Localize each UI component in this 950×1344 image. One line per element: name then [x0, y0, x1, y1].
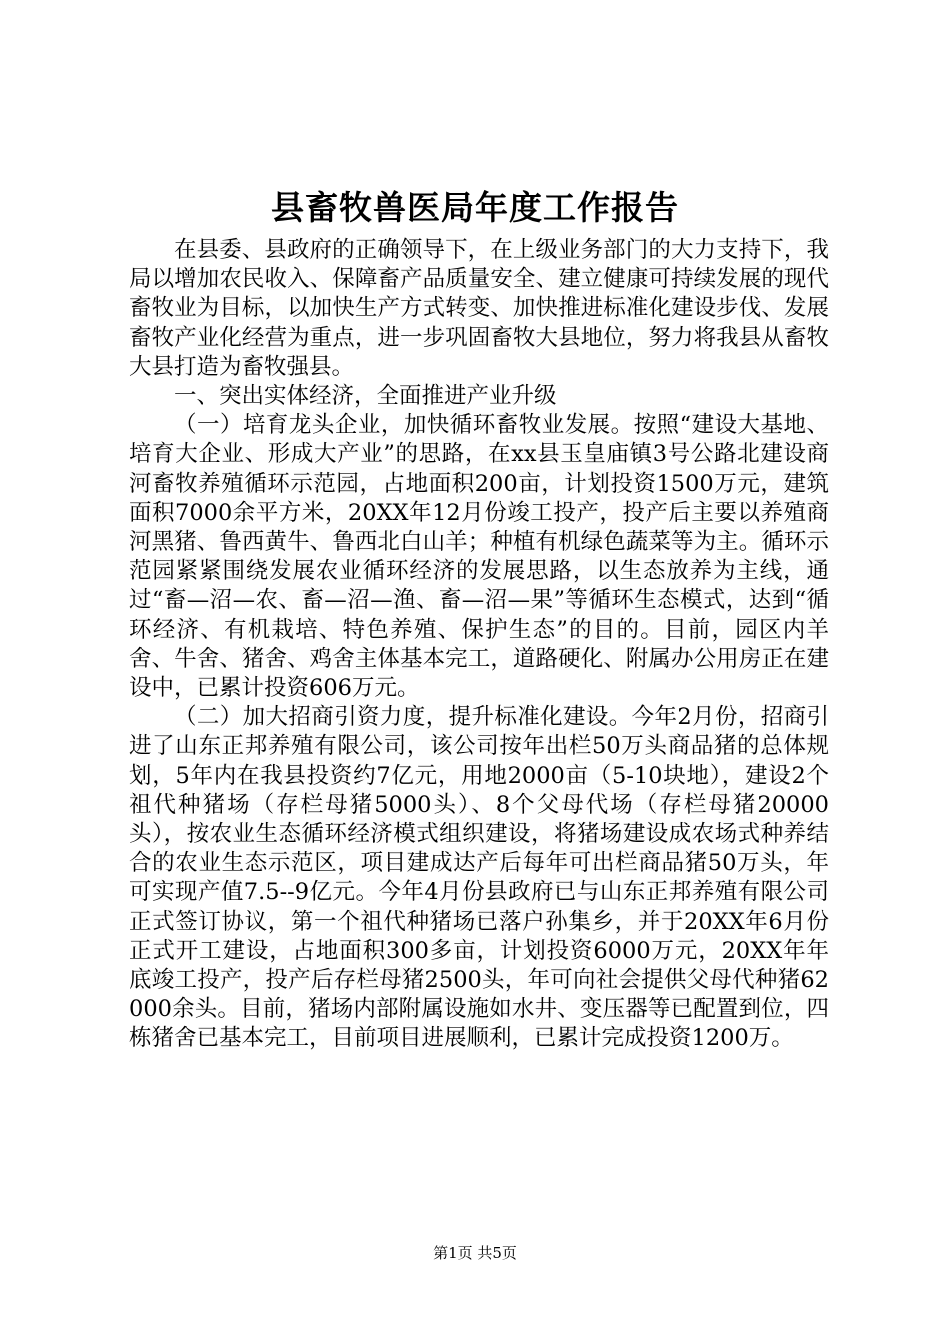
paragraph-1: （一）培育龙头企业，加快循环畜牧业发展。按照“建设大基地、培育大企业、形成大产业”的思路，在xx县玉皇庙镇3号公路北建设商河畜牧养殖循环示范园，占地面积200亩，计划投资1500万元，建筑面积7000余平方米，20XX年12月份竣工投产，投产后主要以养殖商河黑猪、鲁西黄牛、鲁西北白山羊；种植有机绿色蔬菜等为主。循环示范园紧紧围绕发展农业循环经济的发展思路，以生态放养为主线，通过“畜—沼—农、畜—沼—渔、畜—沼—果”等循环生态模式，达到“循环经济、有机栽培、特色养殖、保护生态”的目的。目前，园区内羊舍、牛舍、猪舍、鸡舍主体基本完工，道路硬化、附属办公用房正在建设中，已累计投资606万元。: [129, 412, 829, 702]
document-body: [129, 236, 829, 1054]
intro-paragraph: 在县委、县政府的正确领导下，在上级业务部门的大力支持下，我局以增加农民收入、保障畜产品质量安全、建立健康可持续发展的现代畜牧业为目标，以加快生产方式转变、加快推进标准化建设步伐、发展畜牧产业化经营为重点，进一步巩固畜牧大县地位，努力将我县从畜牧大县打造为畜牧强县。: [129, 237, 829, 380]
document-title: 县畜牧兽医局年度工作报告: [271, 188, 679, 227]
paragraph-2: （二）加大招商引资力度，提升标准化建设。今年2月份，招商引进了山东正邦养殖有限公司，该公司按年出栏50万头商品猪的总体规划，5年内在我县投资约7亿元，用地2000亩（5-10块地），建设2个祖代种猪场（存栏母猪5000头）、8个父母代场（存栏母猪20000头），按农业生态循环经济模式组织建设，将猪场建设成农场式种养结合的农业生态示范区，项目建成达产后每年可出栏商品猪50万头，年可实现产值7.5--9亿元。今年4月份县政府已与山东正邦养殖有限公司正式签订协议，第一个祖代种猪场已落户孙集乡，并于20XX年6月份正式开工建设，占地面积300多亩，计划投资6000万元，20XX年年底竣工投产，投产后存栏母猪2500头，年可向社会提供父母代种猪62000余头。目前，猪场内部附属设施如水井、变压器等已配置到位，四栋猪舍已基本完工，目前项目进展顺利，已累计完成投资1200万。: [129, 704, 829, 1052]
section-heading: 一、突出实体经济，全面推进产业升级: [174, 383, 557, 410]
page-footer: 第1页 共5页: [433, 1244, 517, 1262]
